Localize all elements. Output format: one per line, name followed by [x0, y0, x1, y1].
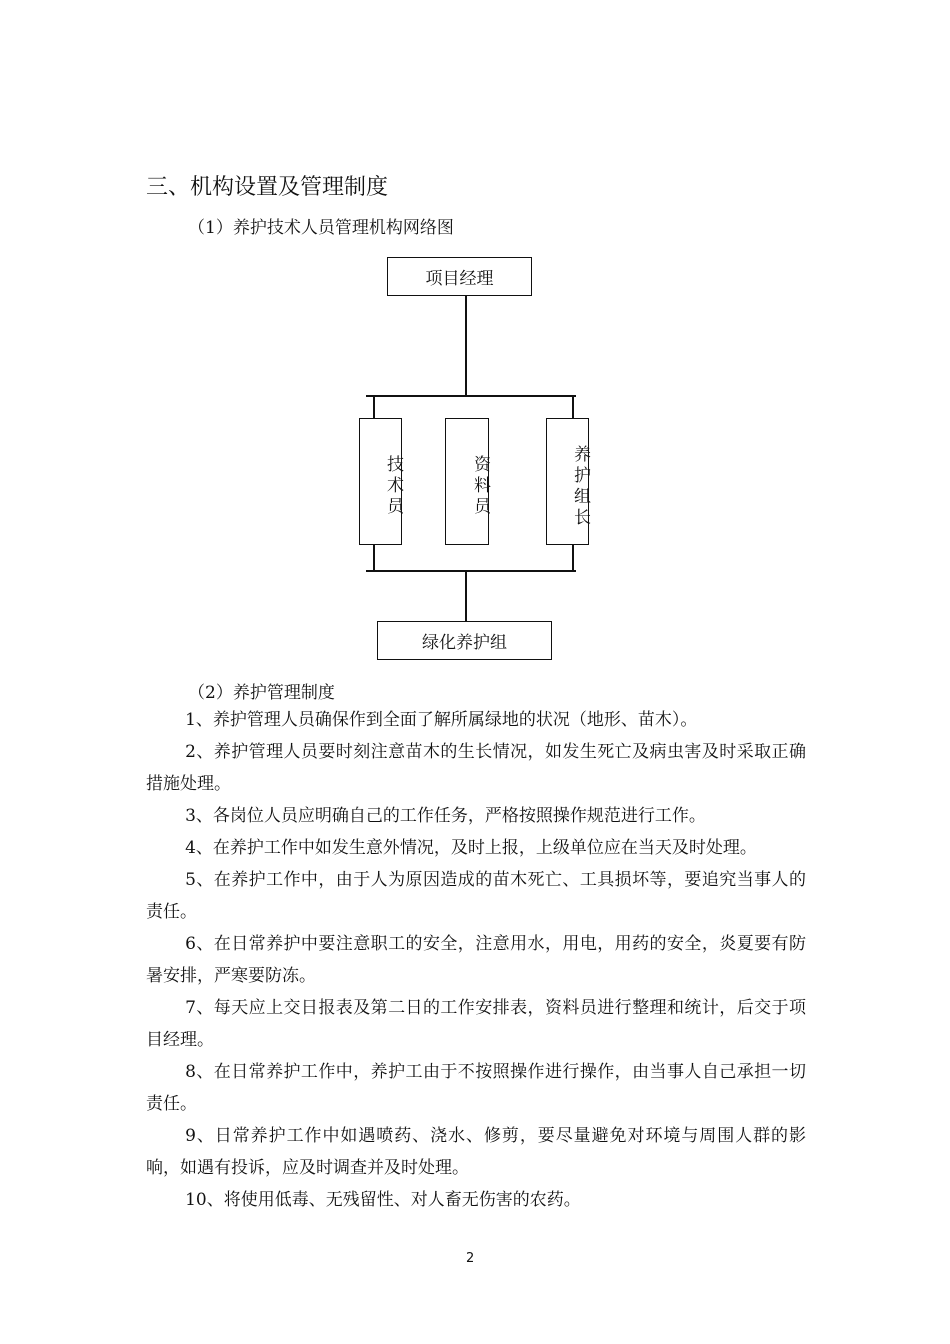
connector-line [572, 545, 574, 571]
rule-item: 10、将使用低毒、无残留性、对人畜无伤害的农药。 [185, 1190, 581, 1210]
page-number: 2 [466, 1251, 475, 1266]
connector-line [465, 296, 467, 396]
rules-list [146, 704, 806, 1216]
rule-item: 7、每天应上交日报表及第二日的工作安排表，资料员进行整理和统计，后交于项目经理。 [146, 998, 806, 1050]
rule-item: 2、养护管理人员要时刻注意苗木的生长情况，如发生死亡及病虫害及时采取正确措施处理。 [146, 742, 806, 794]
rule-item: 1、养护管理人员确保作到全面了解所属绿地的状况（地形、苗木）。 [185, 710, 698, 730]
org-node-project-manager: 项目经理 [387, 257, 532, 296]
connector-line [366, 570, 576, 572]
org-node-technician: 技术员 [359, 418, 402, 545]
connector-line [373, 545, 375, 571]
connector-line [572, 395, 574, 419]
org-node-data-clerk: 资料员 [445, 418, 489, 545]
org-node-greening-team: 绿化养护组 [377, 621, 552, 660]
rules-heading: （2）养护管理制度 [188, 683, 335, 703]
connector-line [465, 570, 467, 622]
rule-item: 5、在养护工作中，由于人为原因造成的苗木死亡、工具损坏等，要追究当事人的责任。 [146, 870, 806, 922]
section-heading: 三、机构设置及管理制度 [146, 175, 389, 200]
rule-item: 9、日常养护工作中如遇喷药、浇水、修剪，要尽量避免对环境与周围人群的影响，如遇有投诉，应及时调查并及时处理。 [146, 1126, 806, 1178]
org-chart-caption: （1）养护技术人员管理机构网络图 [188, 218, 454, 238]
rule-item: 3、各岗位人员应明确自己的工作任务，严格按照操作规范进行工作。 [185, 806, 706, 826]
connector-line [366, 395, 576, 397]
org-node-maintenance-leader: 养护组长 [546, 418, 589, 545]
rule-item: 6、在日常养护中要注意职工的安全，注意用水，用电，用药的安全，炎夏要有防暑安排，严寒要防冻。 [146, 934, 806, 986]
connector-line [373, 395, 375, 419]
rule-item: 8、在日常养护工作中，养护工由于不按照操作进行操作，由当事人自己承担一切责任。 [146, 1062, 806, 1114]
rule-item: 4、在养护工作中如发生意外情况，及时上报，上级单位应在当天及时处理。 [185, 838, 757, 858]
